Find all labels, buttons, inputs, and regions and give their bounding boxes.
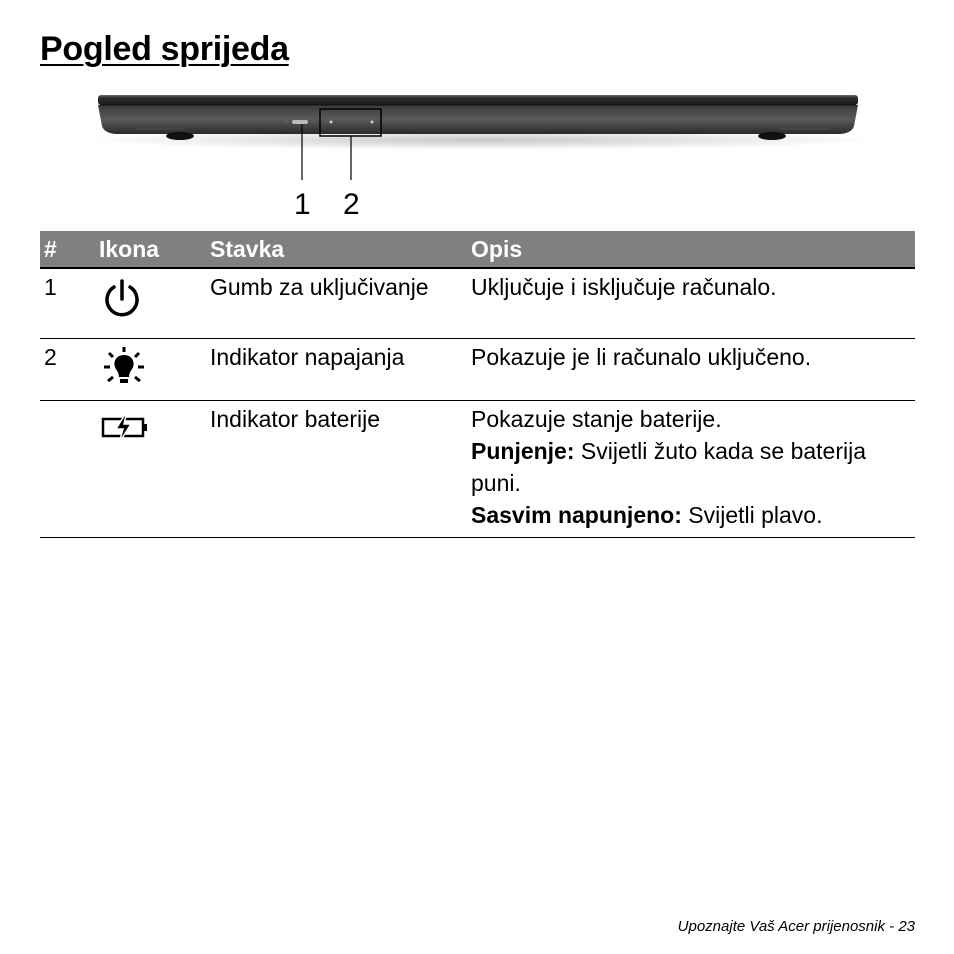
full-note [471,499,911,531]
svg-text:◦: ◦ [284,119,288,126]
front-view-table [40,231,915,538]
row-num [40,400,95,537]
charging-note [471,435,911,499]
callout-2: 2 [343,188,360,221]
table-row [40,268,915,338]
power-indicator-icon [101,347,147,389]
charging-label: Punjenje: [471,437,575,464]
row-desc: Pokazuje je li računalo uključeno. [467,338,915,400]
power-icon [101,277,143,319]
row-num: 1 [40,268,95,338]
row-desc: Pokazuje stanje baterije. [471,405,722,432]
row-num: 2 [40,338,95,400]
table-header-row [40,231,915,268]
laptop-front-illustration [80,88,880,228]
table-row [40,400,915,537]
page-title: Pogled sprijeda [40,30,289,68]
row-desc: Uključuje i isključuje računalo. [467,268,915,338]
header-icon: Ikona [95,231,206,268]
row-item: Indikator baterije [206,400,467,537]
header-num: # [40,231,95,268]
laptop-front-view-figure [80,88,880,228]
page-footer: Upoznajte Vaš Acer prijenosnik - 23 [677,918,915,935]
battery-charging-icon [101,409,151,445]
callout-1: 1 [294,188,311,221]
header-desc: Opis [467,231,915,268]
row-item: Indikator napajanja [206,338,467,400]
row-item: Gumb za uključivanje [206,268,467,338]
table-row [40,338,915,400]
full-text: Svijetli plavo. [681,501,823,528]
full-label: Sasvim napunjeno: [471,501,682,528]
header-item: Stavka [206,231,467,268]
charging-text: Svijetli žuto kada se baterija puni. [471,437,867,496]
